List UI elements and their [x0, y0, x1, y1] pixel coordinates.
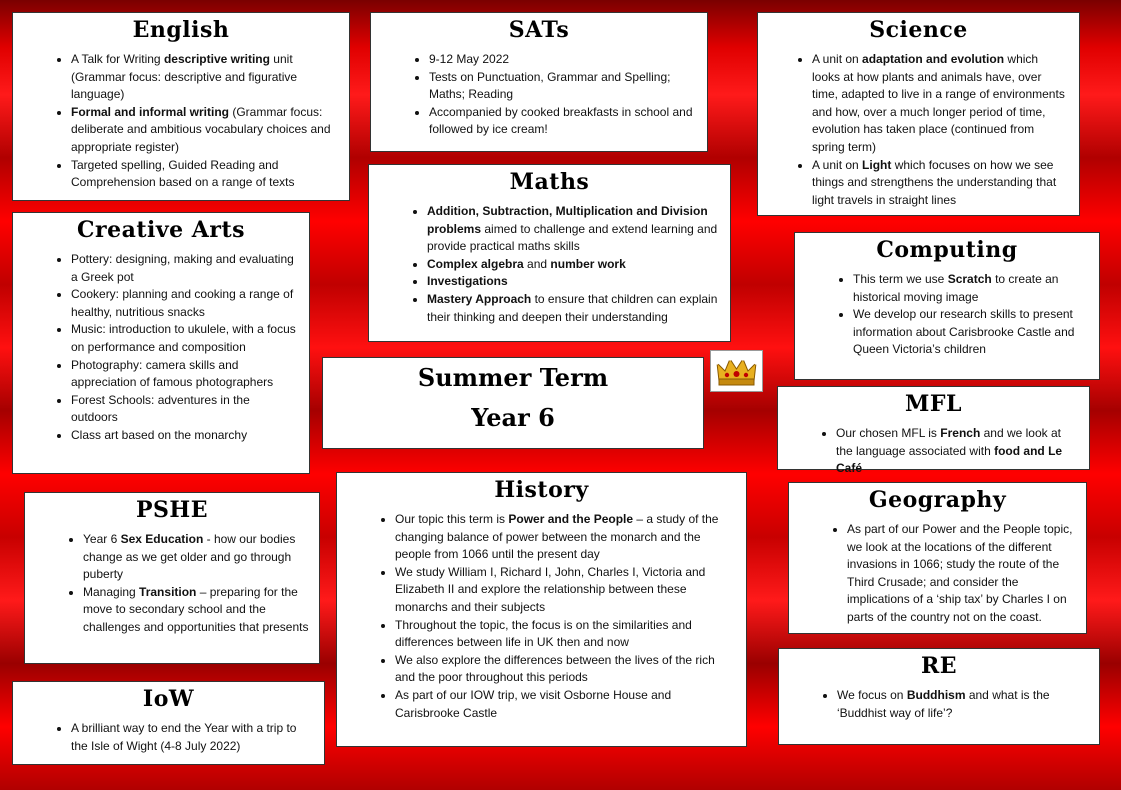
english-list — [23, 51, 339, 192]
item-text: Managing — [83, 584, 140, 599]
list-item — [71, 104, 339, 157]
list-item — [71, 286, 299, 321]
history-heading: History — [494, 477, 589, 503]
list-item — [83, 531, 309, 584]
list-item — [395, 564, 736, 617]
list-item — [83, 584, 309, 637]
item-bold-text: Sex Education — [120, 532, 204, 546]
item-text: Tests on Punctuation, Grammar and Spelling; Maths; Reading — [429, 69, 671, 102]
item-text: We study William I, Richard I, John, Charles I, Victoria and Elizabeth II and explore the relationship between these monarchs and their subjects — [395, 564, 706, 614]
list-item — [429, 51, 697, 69]
item-text: aimed to challenge and extend learning and provide practical maths skills — [427, 221, 718, 254]
item-text: Accompanied by cooked breakfasts in school and followed by ice cream! — [429, 104, 693, 137]
crown-icon — [711, 351, 762, 391]
history-panel — [336, 472, 747, 747]
re-heading: RE — [920, 653, 958, 679]
sats-panel — [370, 12, 708, 152]
list-item — [847, 521, 1076, 627]
english-heading: English — [132, 17, 230, 43]
item-text: Our chosen MFL is — [836, 426, 941, 440]
iow-heading: IoW — [142, 686, 195, 712]
item-text: – a study of the changing balance of power between the monarch and the people from 1066 until the present day — [395, 512, 719, 562]
item-text: Targeted spelling, Guided Reading and Comprehension based on a range of texts — [71, 157, 295, 190]
item-text: - how our bodies change as we get older and go through puberty — [83, 532, 296, 582]
page-title: Summer Term — [417, 363, 609, 392]
item-text: A unit on — [812, 52, 863, 66]
item-text: As part of our Power and the People topic, we look at the locations of the different invasions in 1066; study the route of the Third Crusade; and consider the implications of a ‘ship tax’ by Charles I on parts of the country not on the coast. — [847, 522, 1073, 624]
item-text: A brilliant way to end the Year with a trip to the Isle of Wight (4-8 July 2022) — [71, 721, 297, 753]
pshe-heading: PSHE — [136, 497, 208, 523]
list-item — [71, 720, 314, 755]
item-bold-text: descriptive writing — [163, 52, 270, 66]
sats-list — [381, 51, 697, 139]
item-text: Throughout the topic, the focus is on the similarities and differences between life in UK then and now — [395, 617, 692, 650]
item-bold-text: Addition, Subtraction, Multiplication and Division problems — [427, 204, 708, 236]
item-text: unit (Grammar focus: descriptive and figurative language) — [71, 52, 298, 102]
science-list — [768, 51, 1069, 209]
crown-image — [710, 350, 763, 392]
mfl-list — [788, 425, 1079, 478]
mfl-panel — [777, 386, 1090, 476]
item-bold-text: number work — [550, 256, 626, 271]
list-item — [427, 291, 720, 326]
iow-list — [23, 720, 314, 755]
item-text: Cookery: planning and cooking a range of healthy, nutritious snacks — [71, 287, 294, 319]
maths-panel — [368, 164, 731, 342]
list-item — [429, 104, 697, 139]
list-item — [395, 652, 736, 687]
list-item — [837, 687, 1089, 722]
item-bold-text: Transition — [139, 584, 197, 599]
mfl-heading: MFL — [905, 391, 962, 417]
list-item — [427, 273, 720, 291]
item-text: Year 6 — [83, 532, 121, 546]
history-list — [347, 511, 736, 722]
list-item — [71, 392, 299, 427]
science-heading: Science — [869, 17, 968, 43]
list-item — [395, 617, 736, 652]
item-text: to create an historical moving image — [853, 272, 1059, 304]
pshe-panel — [24, 492, 320, 664]
computing-panel — [794, 232, 1100, 380]
list-item — [429, 69, 697, 104]
list-item — [71, 321, 299, 356]
item-bold-text: Scratch — [947, 272, 992, 286]
item-text: This term we use — [853, 272, 948, 286]
list-item — [71, 157, 339, 192]
item-text: to ensure that children can explain their thinking and deepen their understanding — [427, 291, 718, 324]
item-bold-text: food and Le Café — [836, 443, 1063, 476]
creative-arts-panel — [12, 212, 310, 474]
re-panel — [778, 648, 1100, 745]
page-subtitle: Year 6 — [471, 403, 555, 432]
pshe-list — [35, 531, 309, 637]
item-text: and — [523, 256, 551, 271]
item-bold-text: Complex algebra — [427, 256, 524, 271]
item-text: which looks at how plants and animals have, over time, adapted to live in a range of environments and how, over a much longer period of time, evolution has taken place (continued from spring term) — [812, 52, 1065, 154]
list-item — [71, 51, 339, 104]
item-text: (Grammar focus: deliberate and ambitious vocabulary choices and appropriate register) — [71, 104, 331, 154]
item-bold-text: Light — [862, 157, 892, 172]
item-text: which focuses on how we see things and strengthens the understanding that light travels in straight lines — [812, 157, 1057, 207]
list-item — [395, 511, 736, 564]
list-item — [71, 427, 299, 445]
english-panel — [12, 12, 350, 201]
item-text: 9-12 May 2022 — [429, 52, 510, 66]
item-text: Our topic this term is — [395, 512, 509, 526]
item-text: As part of our IOW trip, we visit Osborne House and Carisbrooke Castle — [395, 687, 672, 720]
list-item — [836, 425, 1079, 478]
sats-heading: SATs — [508, 17, 570, 43]
list-item — [71, 251, 299, 286]
item-text: We develop our research skills to present information about Carisbrooke Castle and Queen Victoria’s children — [853, 307, 1075, 357]
list-item — [812, 157, 1069, 210]
list-item — [853, 306, 1089, 359]
computing-heading: Computing — [876, 237, 1018, 263]
item-text: Forest Schools: adventures in the outdoors — [71, 392, 250, 425]
list-item — [427, 203, 720, 256]
geography-list — [799, 521, 1076, 627]
iow-panel — [12, 681, 325, 765]
item-text: We focus on — [837, 688, 907, 702]
list-item — [427, 256, 720, 274]
item-text: and we look at the language associated with — [836, 426, 1061, 458]
item-bold-text: Formal and informal writing — [71, 104, 230, 119]
item-text: Photography: camera skills and appreciation of famous photographers — [71, 357, 274, 390]
re-list — [789, 687, 1089, 722]
list-item — [853, 271, 1089, 306]
maths-heading: Maths — [509, 169, 590, 195]
computing-list — [805, 271, 1089, 359]
item-text: Class art based on the monarchy — [71, 427, 248, 442]
item-text: Music: introduction to ukulele, with a focus on performance and composition — [71, 322, 296, 354]
item-text: – preparing for the move to secondary school and the challenges and opportunities that presents — [83, 584, 309, 634]
geography-panel — [788, 482, 1087, 634]
item-bold-text: Buddhism — [906, 688, 966, 702]
item-text: and what is the ‘Buddhist way of life’? — [837, 688, 1050, 720]
item-text: We also explore the differences between the lives of the rich and the poor throughout this periods — [395, 652, 715, 685]
item-bold-text: Mastery Approach — [427, 291, 532, 306]
item-bold-text: Investigations — [427, 274, 508, 289]
item-bold-text: French — [940, 426, 981, 440]
maths-list — [379, 203, 720, 326]
item-bold-text: adaptation and evolution — [862, 52, 1005, 66]
list-item — [395, 687, 736, 722]
list-item — [812, 51, 1069, 157]
creative-arts-list — [23, 251, 299, 445]
title-panel — [322, 357, 704, 449]
creative-arts-heading: Creative Arts — [76, 217, 246, 243]
item-text: Pottery: designing, making and evaluating a Greek pot — [71, 252, 294, 284]
list-item — [71, 357, 299, 392]
item-text: A Talk for Writing — [71, 52, 164, 66]
item-text: A unit on — [812, 157, 863, 172]
geography-heading: Geography — [868, 487, 1007, 513]
item-bold-text: Power and the People — [508, 512, 634, 526]
science-panel — [757, 12, 1080, 216]
